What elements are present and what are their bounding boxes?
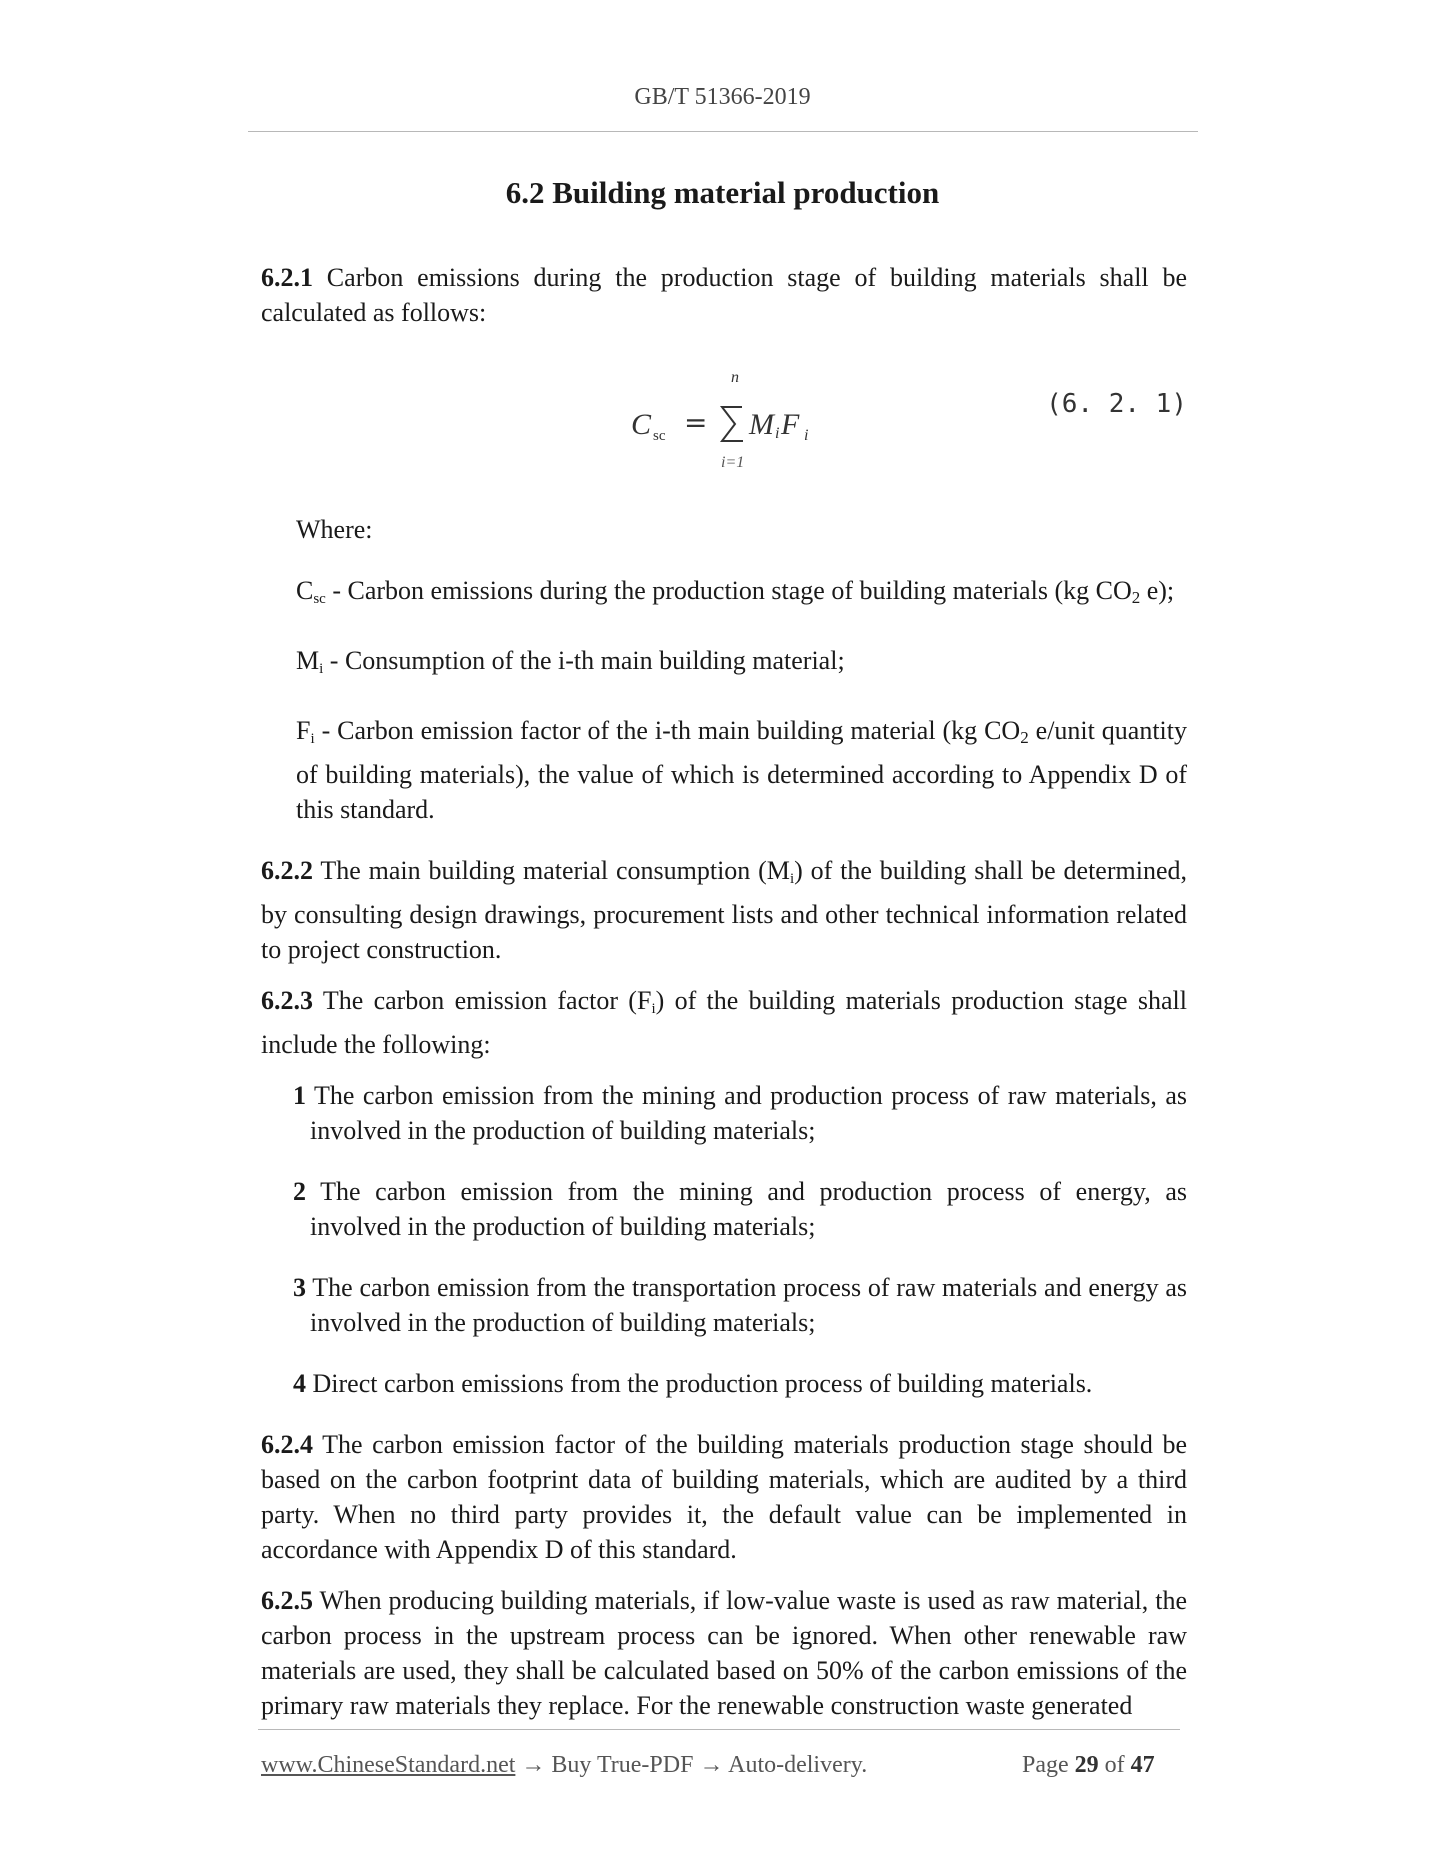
definition-text: - Carbon emission factor of the i-th main building material (kg CO (314, 716, 1021, 745)
clause-number: 6.2.3 (261, 986, 313, 1015)
definition-text: - Consumption of the i-th main building material; (323, 646, 845, 675)
clause-number: 6.2.2 (261, 856, 313, 885)
definition-csc (296, 573, 1187, 617)
current-page: 29 (1074, 1752, 1099, 1778)
list-item (293, 1270, 1187, 1340)
formula-lhs-sub: sc (653, 428, 666, 444)
footer-promo (261, 1752, 867, 1779)
list-item-number: 4 (293, 1369, 306, 1398)
sum-upper-limit: n (731, 369, 739, 386)
list-item-text: Direct carbon emissions from the production process of building materials. (306, 1369, 1093, 1398)
clause-number: 6.2.4 (261, 1430, 313, 1459)
list-item (293, 1174, 1187, 1244)
co2-sub: 2 (1131, 588, 1141, 607)
clause-text: When producing building materials, if low-value waste is used as raw material, the carbon process in the upstream process can be ignored. When other renewable raw materials are used, they shall be calculated based on 50% of the carbon emissions of the primary raw materials they replace. For the renewable construction waste generated (261, 1586, 1187, 1720)
section-title: 6.2 Building material production (505, 175, 940, 210)
formula-term-f: F (781, 408, 800, 441)
clause-text: Carbon emissions during the production stage of building materials shall be calculated as follows: (261, 263, 1187, 327)
sum-lower-limit: i=1 (721, 454, 745, 471)
clause-number: 6.2.1 (261, 263, 313, 292)
symbol-sub: i (789, 871, 795, 887)
clause-number: 6.2.5 (261, 1586, 313, 1615)
symbol: F (296, 716, 311, 745)
footer-divider (258, 1729, 1180, 1730)
definition-text-end: e); (1140, 576, 1175, 605)
page-header: GB/T 51366-2019 (634, 84, 811, 110)
equals-sign: = (684, 406, 708, 439)
symbol-sub: i (319, 661, 324, 677)
symbol-sub: i (651, 1001, 656, 1017)
carbon-sum-equation (621, 352, 881, 482)
symbol-sub: i (310, 731, 315, 747)
clause-text: The main building material consumption (M (313, 856, 790, 885)
of-label: of (1104, 1752, 1125, 1778)
page-indicator (1022, 1752, 1155, 1779)
formula-number: (6. 2. 1) (1046, 389, 1187, 419)
clause-6-2-1 (261, 260, 1187, 330)
list-item-number: 1 (293, 1081, 306, 1110)
document-body (261, 260, 1187, 1723)
clause-text: The carbon emission factor of the building materials production stage should be based on the carbon footprint data of building materials, which are audited by a third party. When no third party provides it, the default value can be implemented in accordance with Appendix D of this standard. (261, 1430, 1187, 1564)
sigma-symbol (722, 407, 743, 441)
formula-term-m: M (749, 408, 774, 441)
formula-6-2-1 (261, 352, 1187, 502)
clause-text-end: ) of the building materials production stage shall include the following: (261, 986, 1187, 1059)
list-item (293, 1366, 1187, 1401)
clause-text-end: ) of the building shall be determined, by consulting design drawings, procurement lists and other technical information related to project construction. (261, 856, 1187, 964)
formula-term-m-sub: i (775, 425, 780, 442)
where-label: Where: (296, 515, 373, 544)
symbol: C (296, 576, 314, 605)
footer-promo-text: → Buy True-PDF → Auto-delivery. (515, 1752, 868, 1778)
total-pages: 47 (1130, 1752, 1155, 1778)
clause-6-2-5 (261, 1583, 1187, 1723)
page-label: Page (1022, 1752, 1069, 1778)
definition-mi (296, 643, 1187, 687)
list-item-text: The carbon emission from the mining and production process of energy, as involved in the production of building materials; (306, 1177, 1187, 1241)
clause-text: The carbon emission factor (F (313, 986, 652, 1015)
list-item (293, 1078, 1187, 1148)
formula-term-f-sub: i (804, 427, 809, 444)
formula-lhs: C (631, 408, 652, 441)
definition-text-end: e/unit quantity of building materials), the value of which is determined according to Appendix D of this standard. (296, 716, 1188, 824)
symbol: M (296, 646, 320, 675)
list-item-text: The carbon emission from the transportation process of raw materials and energy as involved in the production of building materials; (306, 1273, 1187, 1337)
symbol-sub: sc (313, 591, 326, 607)
definition-text: - Carbon emissions during the production stage of building materials (kg CO (325, 576, 1132, 605)
co2-sub: 2 (1020, 728, 1029, 747)
definition-fi (296, 713, 1187, 827)
clause-6-2-4 (261, 1427, 1187, 1567)
website-link[interactable]: www.ChineseStandard.net (261, 1752, 516, 1778)
header-divider (248, 131, 1198, 132)
list-item-text: The carbon emission from the mining and production process of raw materials, as involved in the production of building materials; (306, 1081, 1187, 1145)
list-item-number: 2 (293, 1177, 306, 1206)
clause-6-2-2 (261, 853, 1187, 967)
list-item-number: 3 (293, 1273, 306, 1302)
clause-6-2-3 (261, 983, 1187, 1062)
